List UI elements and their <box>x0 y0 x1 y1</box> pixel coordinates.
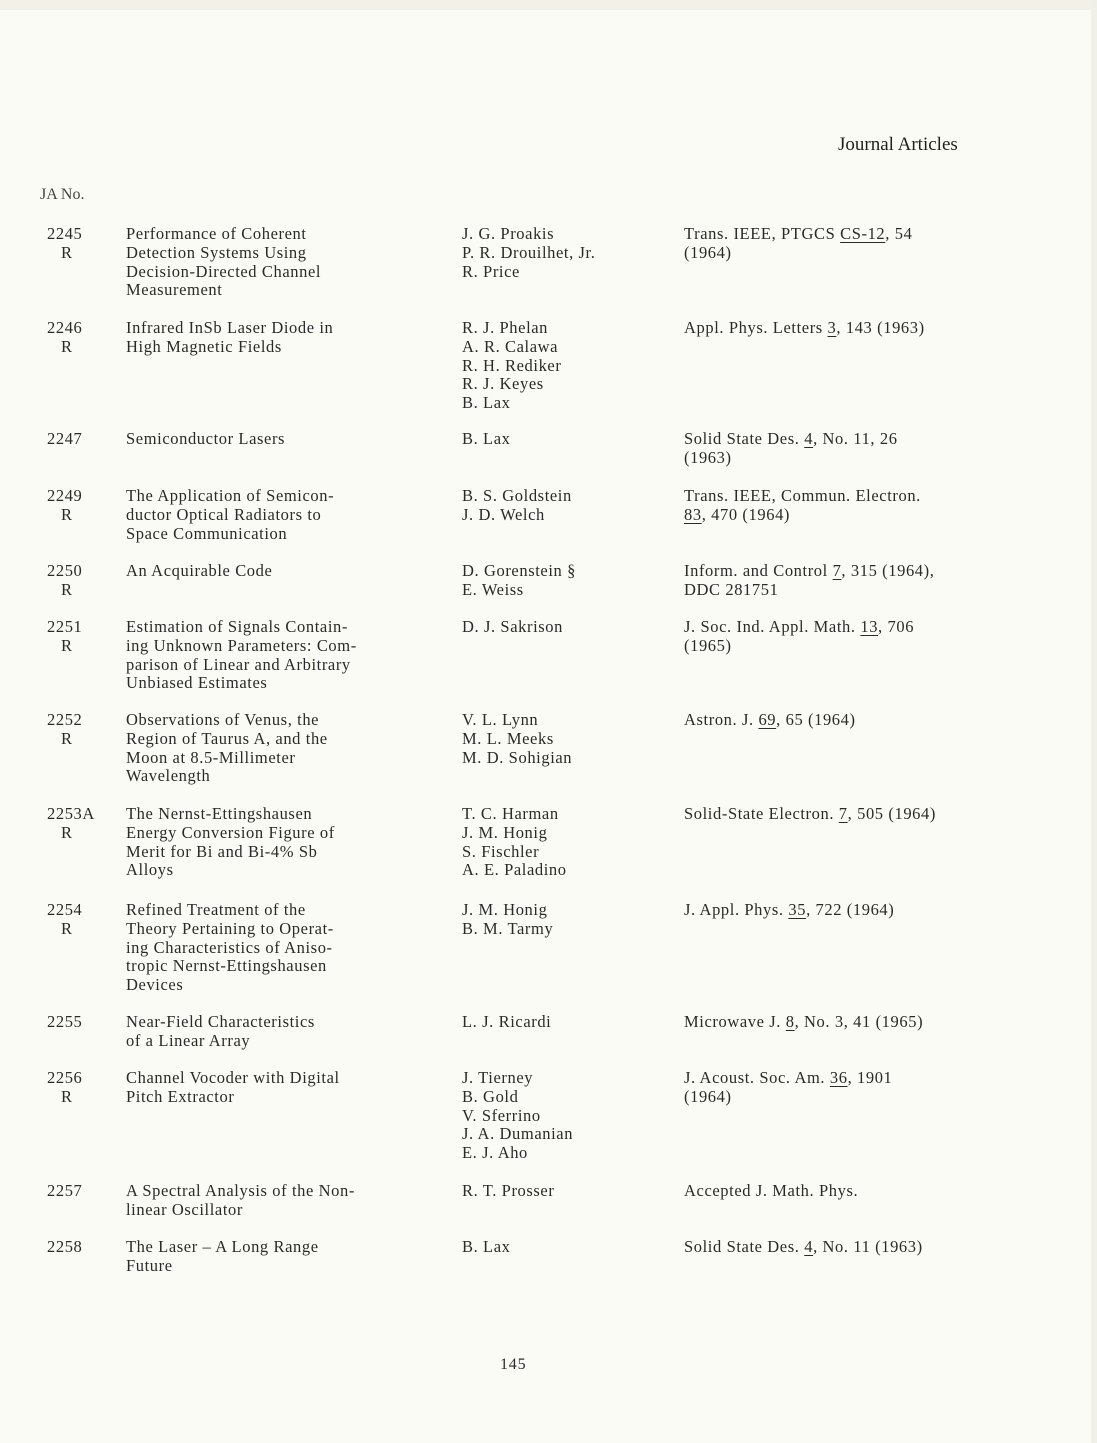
citation-line <box>684 805 1024 824</box>
citation-text: , 505 (1964) <box>847 804 936 823</box>
article-title <box>126 319 446 357</box>
ja-number-value: 2249 <box>47 486 83 505</box>
article-title-line: parison of Linear and Arbitrary <box>126 654 351 674</box>
ja-number <box>47 1182 107 1201</box>
ja-number-value: 2245 <box>47 224 83 243</box>
citation-line <box>684 711 1024 730</box>
author-name: R. J. Keyes <box>462 374 544 394</box>
citation-text: , 470 (1964) <box>701 504 791 524</box>
article-title-line: A Spectral Analysis of the Non- <box>126 1181 355 1200</box>
article-title-line: tropic Nernst-Ettingshausen <box>126 956 327 976</box>
citation-line <box>684 1069 1024 1088</box>
article-title-line: Infrared InSb Laser Diode in <box>126 318 334 337</box>
article-title-line: Detection Systems Using <box>126 242 307 262</box>
article-title-line: ing Characteristics of Aniso- <box>126 937 333 957</box>
ja-number-suffix: R <box>61 504 73 524</box>
ja-number-suffix: R <box>61 242 73 262</box>
author-name: T. C. Harman <box>462 804 559 823</box>
citation-line <box>684 244 1024 263</box>
citation-text: J. Soc. Ind. Appl. Math. <box>684 617 861 636</box>
article-title-line: The Nernst-Ettingshausen <box>126 804 313 823</box>
citation-line <box>684 901 1024 920</box>
article-citation <box>684 430 1024 468</box>
article-title <box>126 1069 446 1107</box>
author-name: J. G. Proakis <box>462 224 555 243</box>
author-name: V. L. Lynn <box>462 710 539 729</box>
citation-text: DDC 281751 <box>684 579 779 599</box>
citation-volume: CS-12 <box>840 224 886 243</box>
citation-line <box>684 1238 1024 1257</box>
citation-line <box>684 319 1024 338</box>
author-name: V. Sferrino <box>462 1105 541 1125</box>
article-title-line: Merit for Bi and Bi-4% Sb <box>126 841 318 861</box>
article-title-line: Space Communication <box>126 523 288 543</box>
author-name: B. S. Goldstein <box>462 486 572 505</box>
citation-line <box>684 506 1024 525</box>
ja-number <box>47 711 107 749</box>
page-right-edge <box>1091 0 1097 1443</box>
article-title <box>126 805 446 880</box>
citation-text: Trans. IEEE, PTGCS <box>684 224 841 243</box>
article-authors <box>462 319 672 413</box>
citation-volume: 8 <box>785 1012 795 1031</box>
article-title <box>126 1182 446 1220</box>
article-title-line: ing Unknown Parameters: Com- <box>126 635 357 655</box>
ja-number-value: 2254 <box>47 900 83 919</box>
ja-number <box>47 225 107 263</box>
article-authors <box>462 1013 672 1032</box>
ja-number-value: 2253A <box>47 804 95 823</box>
citation-text: Microwave J. <box>684 1012 786 1031</box>
author-name: A. E. Paladino <box>462 860 567 880</box>
citation-line <box>684 1088 1024 1107</box>
author-name: J. Tierney <box>462 1068 534 1087</box>
article-title-line: Performance of Coherent <box>126 224 307 243</box>
ja-number-suffix: R <box>61 728 73 748</box>
article-authors <box>462 618 672 637</box>
article-title-line: Region of Taurus A, and the <box>126 728 328 748</box>
ja-number-value: 2257 <box>47 1181 83 1200</box>
citation-text: , 54 <box>885 224 913 243</box>
citation-line <box>684 449 1024 468</box>
ja-number <box>47 487 107 525</box>
article-title-line: linear Oscillator <box>126 1199 243 1219</box>
article-title <box>126 225 446 300</box>
citation-text: Solid State Des. <box>684 1237 805 1256</box>
citation-text: Appl. Phys. Letters <box>684 318 828 337</box>
citation-text: , 315 (1964), <box>841 561 935 580</box>
article-title-line: Devices <box>126 975 184 995</box>
author-name: D. Gorenstein § <box>462 561 576 580</box>
article-title <box>126 711 446 786</box>
author-name: D. J. Sakrison <box>462 617 563 636</box>
citation-text: J. Appl. Phys. <box>684 900 789 919</box>
citation-line <box>684 225 1024 244</box>
ja-number <box>47 618 107 656</box>
citation-text: J. Acoust. Soc. Am. <box>684 1068 830 1087</box>
author-name: B. M. Tarmy <box>462 918 554 938</box>
citation-text: , 65 (1964) <box>776 710 856 729</box>
article-citation <box>684 562 1024 600</box>
ja-number <box>47 319 107 357</box>
citation-volume: 83 <box>684 504 702 524</box>
author-name: B. Lax <box>462 1237 511 1256</box>
author-name: B. Gold <box>462 1086 519 1106</box>
author-name: J. M. Honig <box>462 900 548 919</box>
author-name: R. J. Phelan <box>462 318 549 337</box>
ja-number <box>47 901 107 939</box>
article-title-line: Near-Field Characteristics <box>126 1012 315 1031</box>
citation-volume: 7 <box>838 804 848 823</box>
citation-volume: 69 <box>758 710 777 729</box>
article-title-line: Decision-Directed Channel <box>126 261 322 281</box>
author-name: S. Fischler <box>462 841 540 861</box>
ja-number-value: 2247 <box>47 429 83 448</box>
citation-volume: 36 <box>829 1068 848 1087</box>
citation-text: , 706 <box>878 617 915 636</box>
ja-number-suffix: R <box>61 579 73 599</box>
article-title <box>126 901 446 995</box>
article-authors <box>462 1182 672 1201</box>
author-name: B. Lax <box>462 393 511 413</box>
article-title-line: Energy Conversion Figure of <box>126 822 335 842</box>
citation-text: Trans. IEEE, Commun. Electron. <box>684 486 921 505</box>
article-title-line: Pitch Extractor <box>126 1086 235 1106</box>
article-title-line: Theory Pertaining to Operat- <box>126 918 334 938</box>
citation-volume: 13 <box>860 617 879 636</box>
citation-line <box>684 487 1024 506</box>
ja-number-value: 2246 <box>47 318 83 337</box>
page-top-edge <box>0 0 1097 10</box>
article-title <box>126 1238 446 1276</box>
citation-volume: 35 <box>788 900 807 919</box>
citation-text: Solid-State Electron. <box>684 804 839 823</box>
author-name: E. Weiss <box>462 579 524 599</box>
article-authors <box>462 805 672 880</box>
citation-text: Astron. J. <box>684 710 759 729</box>
article-title-line: ductor Optical Radiators to <box>126 504 322 524</box>
article-title-line: An Acquirable Code <box>126 561 273 580</box>
ja-number <box>47 1238 107 1257</box>
article-authors <box>462 562 672 600</box>
article-title-line: of a Linear Array <box>126 1030 251 1050</box>
citation-text: , 143 (1963) <box>836 318 925 337</box>
ja-number-value: 2256 <box>47 1068 83 1087</box>
citation-volume: 7 <box>832 561 842 580</box>
citation-text: , No. 11, 26 <box>813 429 898 448</box>
author-name: R. T. Prosser <box>462 1181 555 1200</box>
ja-number-column-label: JA No. <box>40 186 85 203</box>
article-citation <box>684 1069 1024 1107</box>
article-title-line: Refined Treatment of the <box>126 900 306 919</box>
ja-number-suffix: R <box>61 822 73 842</box>
article-authors <box>462 487 672 525</box>
ja-number <box>47 805 107 843</box>
article-authors <box>462 430 672 449</box>
ja-number-suffix: R <box>61 1086 73 1106</box>
citation-text: Inform. and Control <box>684 561 833 580</box>
ja-number-value: 2252 <box>47 710 83 729</box>
citation-line <box>684 637 1024 656</box>
article-citation <box>684 805 1024 824</box>
article-title-line: Estimation of Signals Contain- <box>126 617 348 636</box>
citation-text: , No. 3, 41 (1965) <box>794 1012 924 1031</box>
author-name: J. A. Dumanian <box>462 1124 574 1144</box>
author-name: E. J. Aho <box>462 1143 528 1163</box>
article-authors <box>462 225 672 281</box>
article-title-line: The Application of Semicon- <box>126 486 335 505</box>
article-title-line: High Magnetic Fields <box>126 336 282 356</box>
article-authors <box>462 1238 672 1257</box>
author-name: P. R. Drouilhet, Jr. <box>462 242 596 262</box>
ja-number-value: 2250 <box>47 561 83 580</box>
ja-number-value: 2251 <box>47 617 83 636</box>
ja-number <box>47 430 107 449</box>
article-citation <box>684 901 1024 920</box>
citation-text: (1963) <box>684 447 732 467</box>
citation-text: Accepted J. Math. Phys. <box>684 1181 859 1200</box>
author-name: B. Lax <box>462 429 511 448</box>
article-title <box>126 618 446 693</box>
article-title <box>126 487 446 543</box>
article-title-line: Future <box>126 1255 173 1275</box>
article-title <box>126 562 446 581</box>
ja-number <box>47 562 107 600</box>
article-title-line: Measurement <box>126 280 223 300</box>
article-citation <box>684 1238 1024 1257</box>
article-title-line: The Laser – A Long Range <box>126 1237 319 1256</box>
ja-number <box>47 1069 107 1107</box>
article-title <box>126 1013 446 1051</box>
citation-line <box>684 562 1024 581</box>
article-citation <box>684 711 1024 730</box>
author-name: M. L. Meeks <box>462 728 554 748</box>
article-title-line: Unbiased Estimates <box>126 673 268 693</box>
citation-volume: 4 <box>804 1237 814 1256</box>
ja-number-suffix: R <box>61 336 73 356</box>
citation-text: , No. 11 (1963) <box>813 1237 923 1256</box>
article-title-line: Observations of Venus, the <box>126 710 320 729</box>
ja-number-value: 2258 <box>47 1237 83 1256</box>
article-title-line: Alloys <box>126 860 174 880</box>
page-heading: Journal Articles <box>838 134 958 155</box>
page-number: 145 <box>500 1356 527 1373</box>
article-title <box>126 430 446 449</box>
citation-line <box>684 581 1024 600</box>
citation-text: Solid State Des. <box>684 429 805 448</box>
author-name: A. R. Calawa <box>462 336 559 356</box>
author-name: R. H. Rediker <box>462 355 562 375</box>
citation-text: (1964) <box>684 242 732 262</box>
author-name: M. D. Sohigian <box>462 747 573 767</box>
citation-volume: 3 <box>827 318 837 337</box>
citation-text: (1964) <box>684 1086 732 1106</box>
article-authors <box>462 1069 672 1163</box>
citation-text: , 1901 <box>847 1068 893 1087</box>
citation-line <box>684 430 1024 449</box>
citation-line <box>684 1013 1024 1032</box>
citation-volume: 4 <box>804 429 814 448</box>
author-name: J. M. Honig <box>462 822 548 842</box>
article-citation <box>684 1182 1024 1201</box>
article-citation <box>684 225 1024 263</box>
article-title-line: Semiconductor Lasers <box>126 429 286 448</box>
article-authors <box>462 711 672 767</box>
citation-line <box>684 618 1024 637</box>
article-title-line: Channel Vocoder with Digital <box>126 1068 340 1087</box>
article-title-line: Moon at 8.5-Millimeter <box>126 747 296 767</box>
ja-number-suffix: R <box>61 918 73 938</box>
author-name: L. J. Ricardi <box>462 1012 552 1031</box>
article-citation <box>684 487 1024 525</box>
article-citation <box>684 1013 1024 1032</box>
article-citation <box>684 319 1024 338</box>
citation-text: , 722 (1964) <box>806 900 895 919</box>
citation-text: (1965) <box>684 635 732 655</box>
ja-number-value: 2255 <box>47 1012 83 1031</box>
citation-line <box>684 1182 1024 1201</box>
ja-number <box>47 1013 107 1032</box>
article-title-line: Wavelength <box>126 766 211 786</box>
ja-number-suffix: R <box>61 635 73 655</box>
article-authors <box>462 901 672 939</box>
author-name: J. D. Welch <box>462 504 545 524</box>
article-citation <box>684 618 1024 656</box>
author-name: R. Price <box>462 261 520 281</box>
